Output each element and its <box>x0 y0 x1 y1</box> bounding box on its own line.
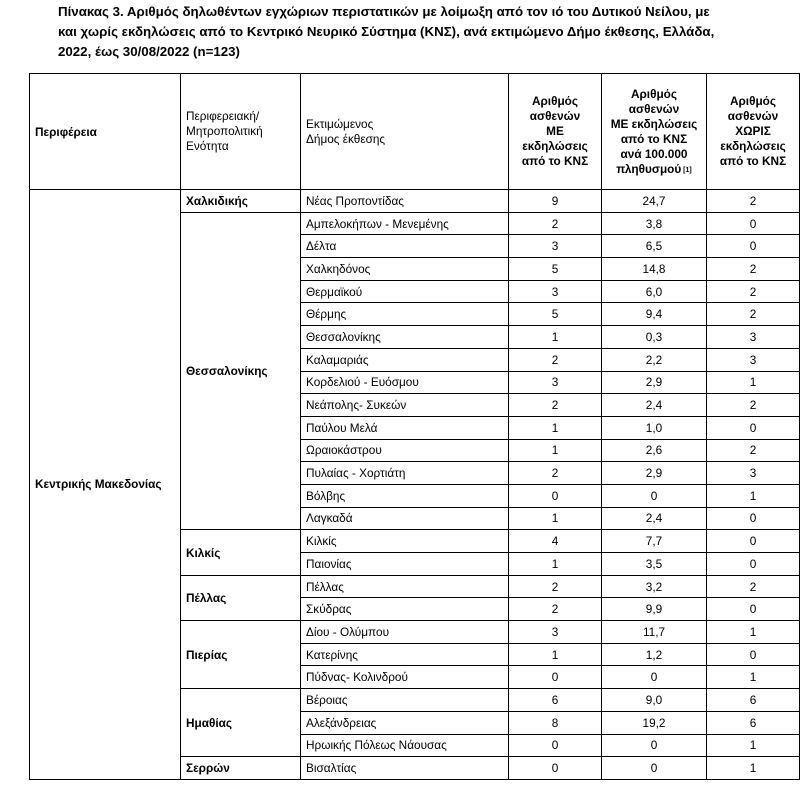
municipality-cell: Βέροιας <box>301 689 509 712</box>
without-cns-cell: 2 <box>707 439 800 462</box>
header-line: από το ΚΝΣ <box>719 154 787 168</box>
rate-cell: 0,3 <box>602 326 707 349</box>
municipality-cell: Πέλλας <box>301 575 509 598</box>
municipality-cell: Θεσσαλονίκης <box>301 326 509 349</box>
with-cns-cell: 1 <box>509 439 602 462</box>
header-line: Εκτιμώμενος <box>306 116 374 131</box>
with-cns-cell: 2 <box>509 462 602 485</box>
without-cns-cell: 0 <box>707 212 800 235</box>
caption-line: Πίνακας 3. Αριθμός δηλωθέντων εγχώριων περιστατικών με λοίμωξη από τον ιό του Δυτικού Νείλου, με <box>58 4 710 19</box>
with-cns-cell: 3 <box>509 621 602 644</box>
unit-cell: Σερρών <box>181 757 301 780</box>
header-rate-per-100k <box>602 74 707 190</box>
without-cns-cell: 2 <box>707 190 800 213</box>
without-cns-cell: 1 <box>707 666 800 689</box>
header-line: ασθενών <box>727 109 779 123</box>
without-cns-cell: 0 <box>707 643 800 666</box>
region-cell: Κεντρικής Μακεδονίας <box>30 190 181 780</box>
rate-cell: 2,2 <box>602 348 707 371</box>
without-cns-cell: 0 <box>707 235 800 258</box>
with-cns-cell: 0 <box>509 666 602 689</box>
with-cns-cell: 2 <box>509 212 602 235</box>
municipality-cell: Σκύδρας <box>301 598 509 621</box>
with-cns-cell: 1 <box>509 643 602 666</box>
header-region: Περιφέρεια <box>30 74 181 190</box>
without-cns-cell: 3 <box>707 348 800 371</box>
rate-cell: 1,0 <box>602 416 707 439</box>
without-cns-cell: 2 <box>707 394 800 417</box>
with-cns-cell: 0 <box>509 757 602 780</box>
rate-cell: 0 <box>602 666 707 689</box>
without-cns-cell: 0 <box>707 507 800 530</box>
with-cns-cell: 2 <box>509 598 602 621</box>
rate-cell: 2,4 <box>602 507 707 530</box>
municipality-cell: Χαλκηδόνος <box>301 258 509 281</box>
unit-cell: Χαλκιδικής <box>181 190 301 213</box>
with-cns-cell: 0 <box>509 734 602 757</box>
without-cns-cell: 2 <box>707 280 800 303</box>
with-cns-cell: 3 <box>509 235 602 258</box>
header-line: Μητροπολιτική <box>186 124 263 138</box>
with-cns-cell: 0 <box>509 484 602 507</box>
with-cns-cell: 2 <box>509 394 602 417</box>
without-cns-cell: 3 <box>707 462 800 485</box>
without-cns-cell: 1 <box>707 734 800 757</box>
municipality-cell: Ωραιοκάστρου <box>301 439 509 462</box>
municipality-cell: Λαγκαδά <box>301 507 509 530</box>
with-cns-cell: 6 <box>509 689 602 712</box>
without-cns-cell: 6 <box>707 689 800 712</box>
municipality-cell: Βόλβης <box>301 484 509 507</box>
municipality-cell: Νεάπολης- Συκεών <box>301 394 509 417</box>
municipality-cell: Παιονίας <box>301 553 509 576</box>
municipality-cell: Βισαλτίας <box>301 757 509 780</box>
footnote-ref: [1] <box>681 166 692 174</box>
without-cns-cell: 2 <box>707 258 800 281</box>
rate-cell: 3,5 <box>602 553 707 576</box>
rate-cell: 11,7 <box>602 621 707 644</box>
rate-cell: 24,7 <box>602 190 707 213</box>
municipality-cell: Δέλτα <box>301 235 509 258</box>
with-cns-cell: 2 <box>509 575 602 598</box>
header-line: ΜΕ <box>546 124 564 138</box>
without-cns-cell: 3 <box>707 326 800 349</box>
with-cns-cell: 1 <box>509 507 602 530</box>
without-cns-cell: 6 <box>707 711 800 734</box>
with-cns-cell: 1 <box>509 553 602 576</box>
rate-cell: 3,8 <box>602 212 707 235</box>
without-cns-cell: 2 <box>707 303 800 326</box>
municipality-cell: Κορδελιού - Ευόσμου <box>301 371 509 394</box>
with-cns-cell: 5 <box>509 258 602 281</box>
municipality-cell: Νέας Προποντίδας <box>301 190 509 213</box>
rate-cell: 9,4 <box>602 303 707 326</box>
municipality-cell: Πύδνας- Κολινδρού <box>301 666 509 689</box>
unit-cell: Κιλκίς <box>181 530 301 575</box>
with-cns-cell: 8 <box>509 711 602 734</box>
rate-cell: 0 <box>602 757 707 780</box>
header-line: Ενότητα <box>186 139 229 153</box>
municipality-cell: Αλεξάνδρειας <box>301 711 509 734</box>
rate-cell: 9,0 <box>602 689 707 712</box>
with-cns-cell: 3 <box>509 280 602 303</box>
with-cns-cell: 1 <box>509 326 602 349</box>
without-cns-cell: 1 <box>707 621 800 644</box>
rate-cell: 2,4 <box>602 394 707 417</box>
without-cns-cell: 0 <box>707 553 800 576</box>
header-municipality <box>301 74 509 190</box>
table-caption <box>58 2 778 62</box>
with-cns-cell: 1 <box>509 416 602 439</box>
municipality-cell: Καλαμαριάς <box>301 348 509 371</box>
with-cns-cell: 2 <box>509 348 602 371</box>
without-cns-cell: 1 <box>707 757 800 780</box>
cases-table <box>29 73 800 780</box>
header-line: από το ΚΝΣ <box>620 131 688 146</box>
table-body <box>30 190 800 780</box>
rate-cell: 14,8 <box>602 258 707 281</box>
without-cns-cell: 0 <box>707 598 800 621</box>
rate-cell: 2,9 <box>602 371 707 394</box>
municipality-cell: Κιλκίς <box>301 530 509 553</box>
header-line: Αριθμός <box>729 94 777 108</box>
header-line: ανά 100.000 <box>620 146 688 161</box>
with-cns-cell: 5 <box>509 303 602 326</box>
municipality-cell: Παύλου Μελά <box>301 416 509 439</box>
table-row <box>30 190 800 213</box>
rate-cell: 19,2 <box>602 711 707 734</box>
rate-cell: 3,2 <box>602 575 707 598</box>
rate-cell: 2,6 <box>602 439 707 462</box>
header-line: Αριθμός <box>531 94 579 108</box>
header-line: ασθενών <box>628 101 680 116</box>
header-line: ΜΕ εκδηλώσεις <box>610 116 698 131</box>
caption-line: 2022, έως 30/08/2022 (n=123) <box>58 44 240 59</box>
rate-cell: 6,5 <box>602 235 707 258</box>
header-line: ΧΩΡΙΣ <box>735 124 771 138</box>
rate-cell: 2,9 <box>602 462 707 485</box>
table-header <box>30 74 800 190</box>
with-cns-cell: 4 <box>509 530 602 553</box>
rate-cell: 6,0 <box>602 280 707 303</box>
municipality-cell: Θέρμης <box>301 303 509 326</box>
municipality-cell: Κατερίνης <box>301 643 509 666</box>
without-cns-cell: 1 <box>707 484 800 507</box>
municipality-cell: Αμπελοκήπων - Μενεμένης <box>301 212 509 235</box>
header-line: Δήμος έκθεσης <box>306 131 386 146</box>
without-cns-cell: 0 <box>707 416 800 439</box>
unit-cell: Πέλλας <box>181 575 301 620</box>
without-cns-cell: 1 <box>707 371 800 394</box>
header-line: Αριθμός <box>630 86 678 101</box>
header-line: Περιφερειακή/ <box>186 109 260 123</box>
header-line: ασθενών <box>529 109 581 123</box>
header-line: εκδηλώσεις <box>522 139 588 153</box>
municipality-cell: Θερμαϊκού <box>301 280 509 303</box>
municipality-cell: Δίου - Ολύμπου <box>301 621 509 644</box>
unit-cell: Ημαθίας <box>181 689 301 757</box>
rate-cell: 0 <box>602 734 707 757</box>
with-cns-cell: 3 <box>509 371 602 394</box>
rate-cell: 0 <box>602 484 707 507</box>
municipality-cell: Ηρωικής Πόλεως Νάουσας <box>301 734 509 757</box>
caption-line: και χωρίς εκδηλώσεις από το Κεντρικό Νευρικό Σύστημα (ΚΝΣ), ανά εκτιμώμενο Δήμο έκθεσης, Ελλάδα, <box>58 24 715 39</box>
rate-cell: 1,2 <box>602 643 707 666</box>
unit-cell: Θεσσαλονίκης <box>181 212 301 530</box>
header-line: από το ΚΝΣ <box>521 154 589 168</box>
header-unit <box>181 74 301 190</box>
header-without-cns <box>707 74 800 190</box>
municipality-cell: Πυλαίας - Χορτιάτη <box>301 462 509 485</box>
header-line: εκδηλώσεις <box>720 139 786 153</box>
without-cns-cell: 2 <box>707 575 800 598</box>
unit-cell: Πιερίας <box>181 621 301 689</box>
without-cns-cell: 0 <box>707 530 800 553</box>
rate-cell: 9,9 <box>602 598 707 621</box>
rate-cell: 7,7 <box>602 530 707 553</box>
header-with-cns <box>509 74 602 190</box>
header-line: πληθυσμού <box>616 161 682 176</box>
with-cns-cell: 9 <box>509 190 602 213</box>
